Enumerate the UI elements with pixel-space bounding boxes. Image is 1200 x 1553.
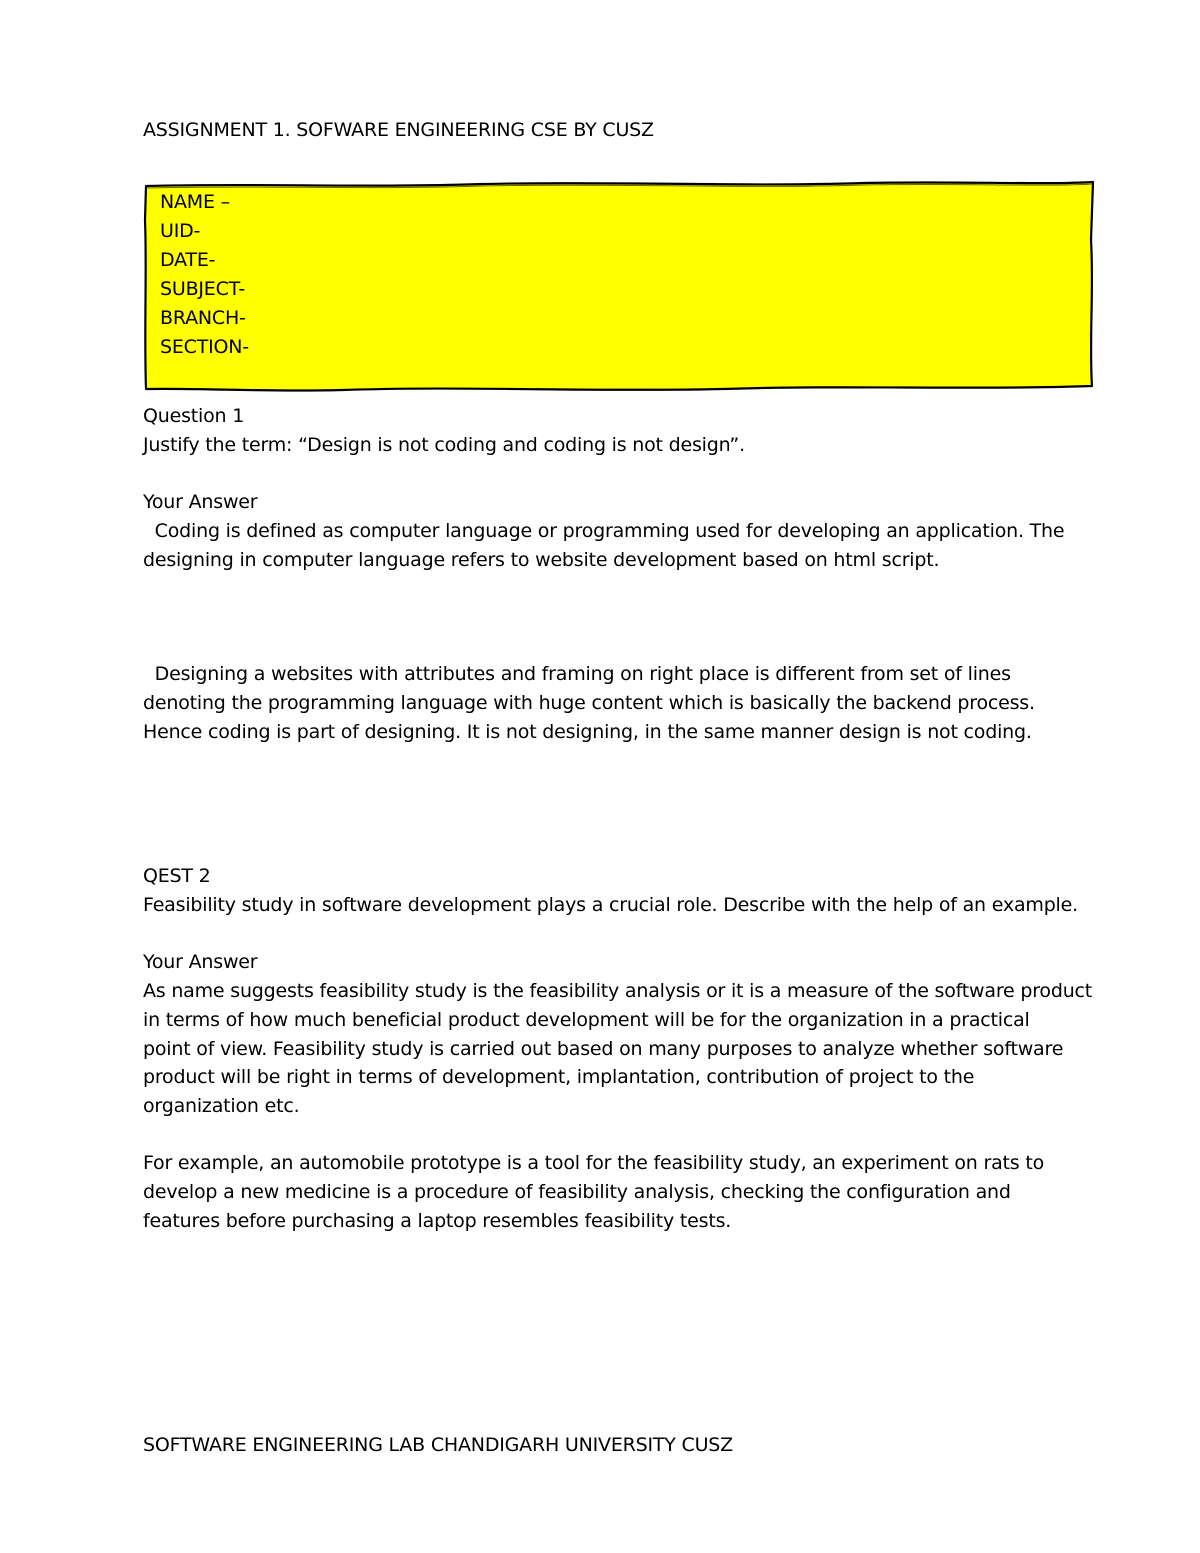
- question2-answer-line: product will be right in terms of development, implantation, contribution of project to the: [143, 1066, 975, 1088]
- question1-answer-line: Designing a websites with attributes and framing on right place is different from set of lines: [143, 663, 1011, 685]
- branch-field-label: BRANCH-: [160, 307, 246, 329]
- date-field-label: DATE-: [160, 249, 216, 271]
- question2-answer-line: develop a new medicine is a procedure of feasibility analysis, checking the configuration and: [143, 1181, 1011, 1203]
- question2-answer-line: For example, an automobile prototype is a tool for the feasibility study, an experiment on rats to: [143, 1152, 1045, 1174]
- student-info-box: [143, 180, 1095, 390]
- question2-answer-line: organization etc.: [143, 1095, 300, 1117]
- question2-answer-line: features before purchasing a laptop resembles feasibility tests.: [143, 1210, 732, 1232]
- subject-field-label: SUBJECT-: [160, 278, 245, 300]
- question2-answer-line: in terms of how much beneficial product development will be for the organization in a practical: [143, 1009, 1030, 1031]
- document-header: ASSIGNMENT 1. SOFWARE ENGINEERING CSE BY CUSZ: [143, 119, 654, 141]
- question1-answer-label: Your Answer: [143, 491, 258, 513]
- question1-answer-line: Coding is defined as computer language or programming used for developing an application. The: [143, 520, 1065, 542]
- question1-answer-line: Hence coding is part of designing. It is not designing, in the same manner design is not coding.: [143, 721, 1032, 743]
- info-fields: [160, 188, 249, 362]
- question1-answer-line: designing in computer language refers to website development based on html script.: [143, 549, 940, 571]
- question2-answer-line: As name suggests feasibility study is the feasibility analysis or it is a measure of the software product: [143, 980, 1093, 1002]
- question2-label: QEST 2: [143, 865, 211, 887]
- question1-label: Question 1: [143, 405, 245, 427]
- highlight-box-shape: [143, 180, 1095, 394]
- question1-answer-line: denoting the programming language with huge content which is basically the backend process.: [143, 692, 1035, 714]
- name-field-label: NAME –: [160, 191, 230, 213]
- document-footer: SOFTWARE ENGINEERING LAB CHANDIGARH UNIVERSITY CUSZ: [143, 1434, 733, 1456]
- question2-answer-label: Your Answer: [143, 951, 258, 973]
- question2-prompt: Feasibility study in software development plays a crucial role. Describe with the help of an example.: [143, 894, 1078, 916]
- section-field-label: SECTION-: [160, 336, 249, 358]
- uid-field-label: UID-: [160, 220, 201, 242]
- question1-prompt: Justify the term: “Design is not coding and coding is not design”.: [143, 434, 745, 456]
- question2-answer-line: point of view. Feasibility study is carried out based on many purposes to analyze whether software: [143, 1038, 1064, 1060]
